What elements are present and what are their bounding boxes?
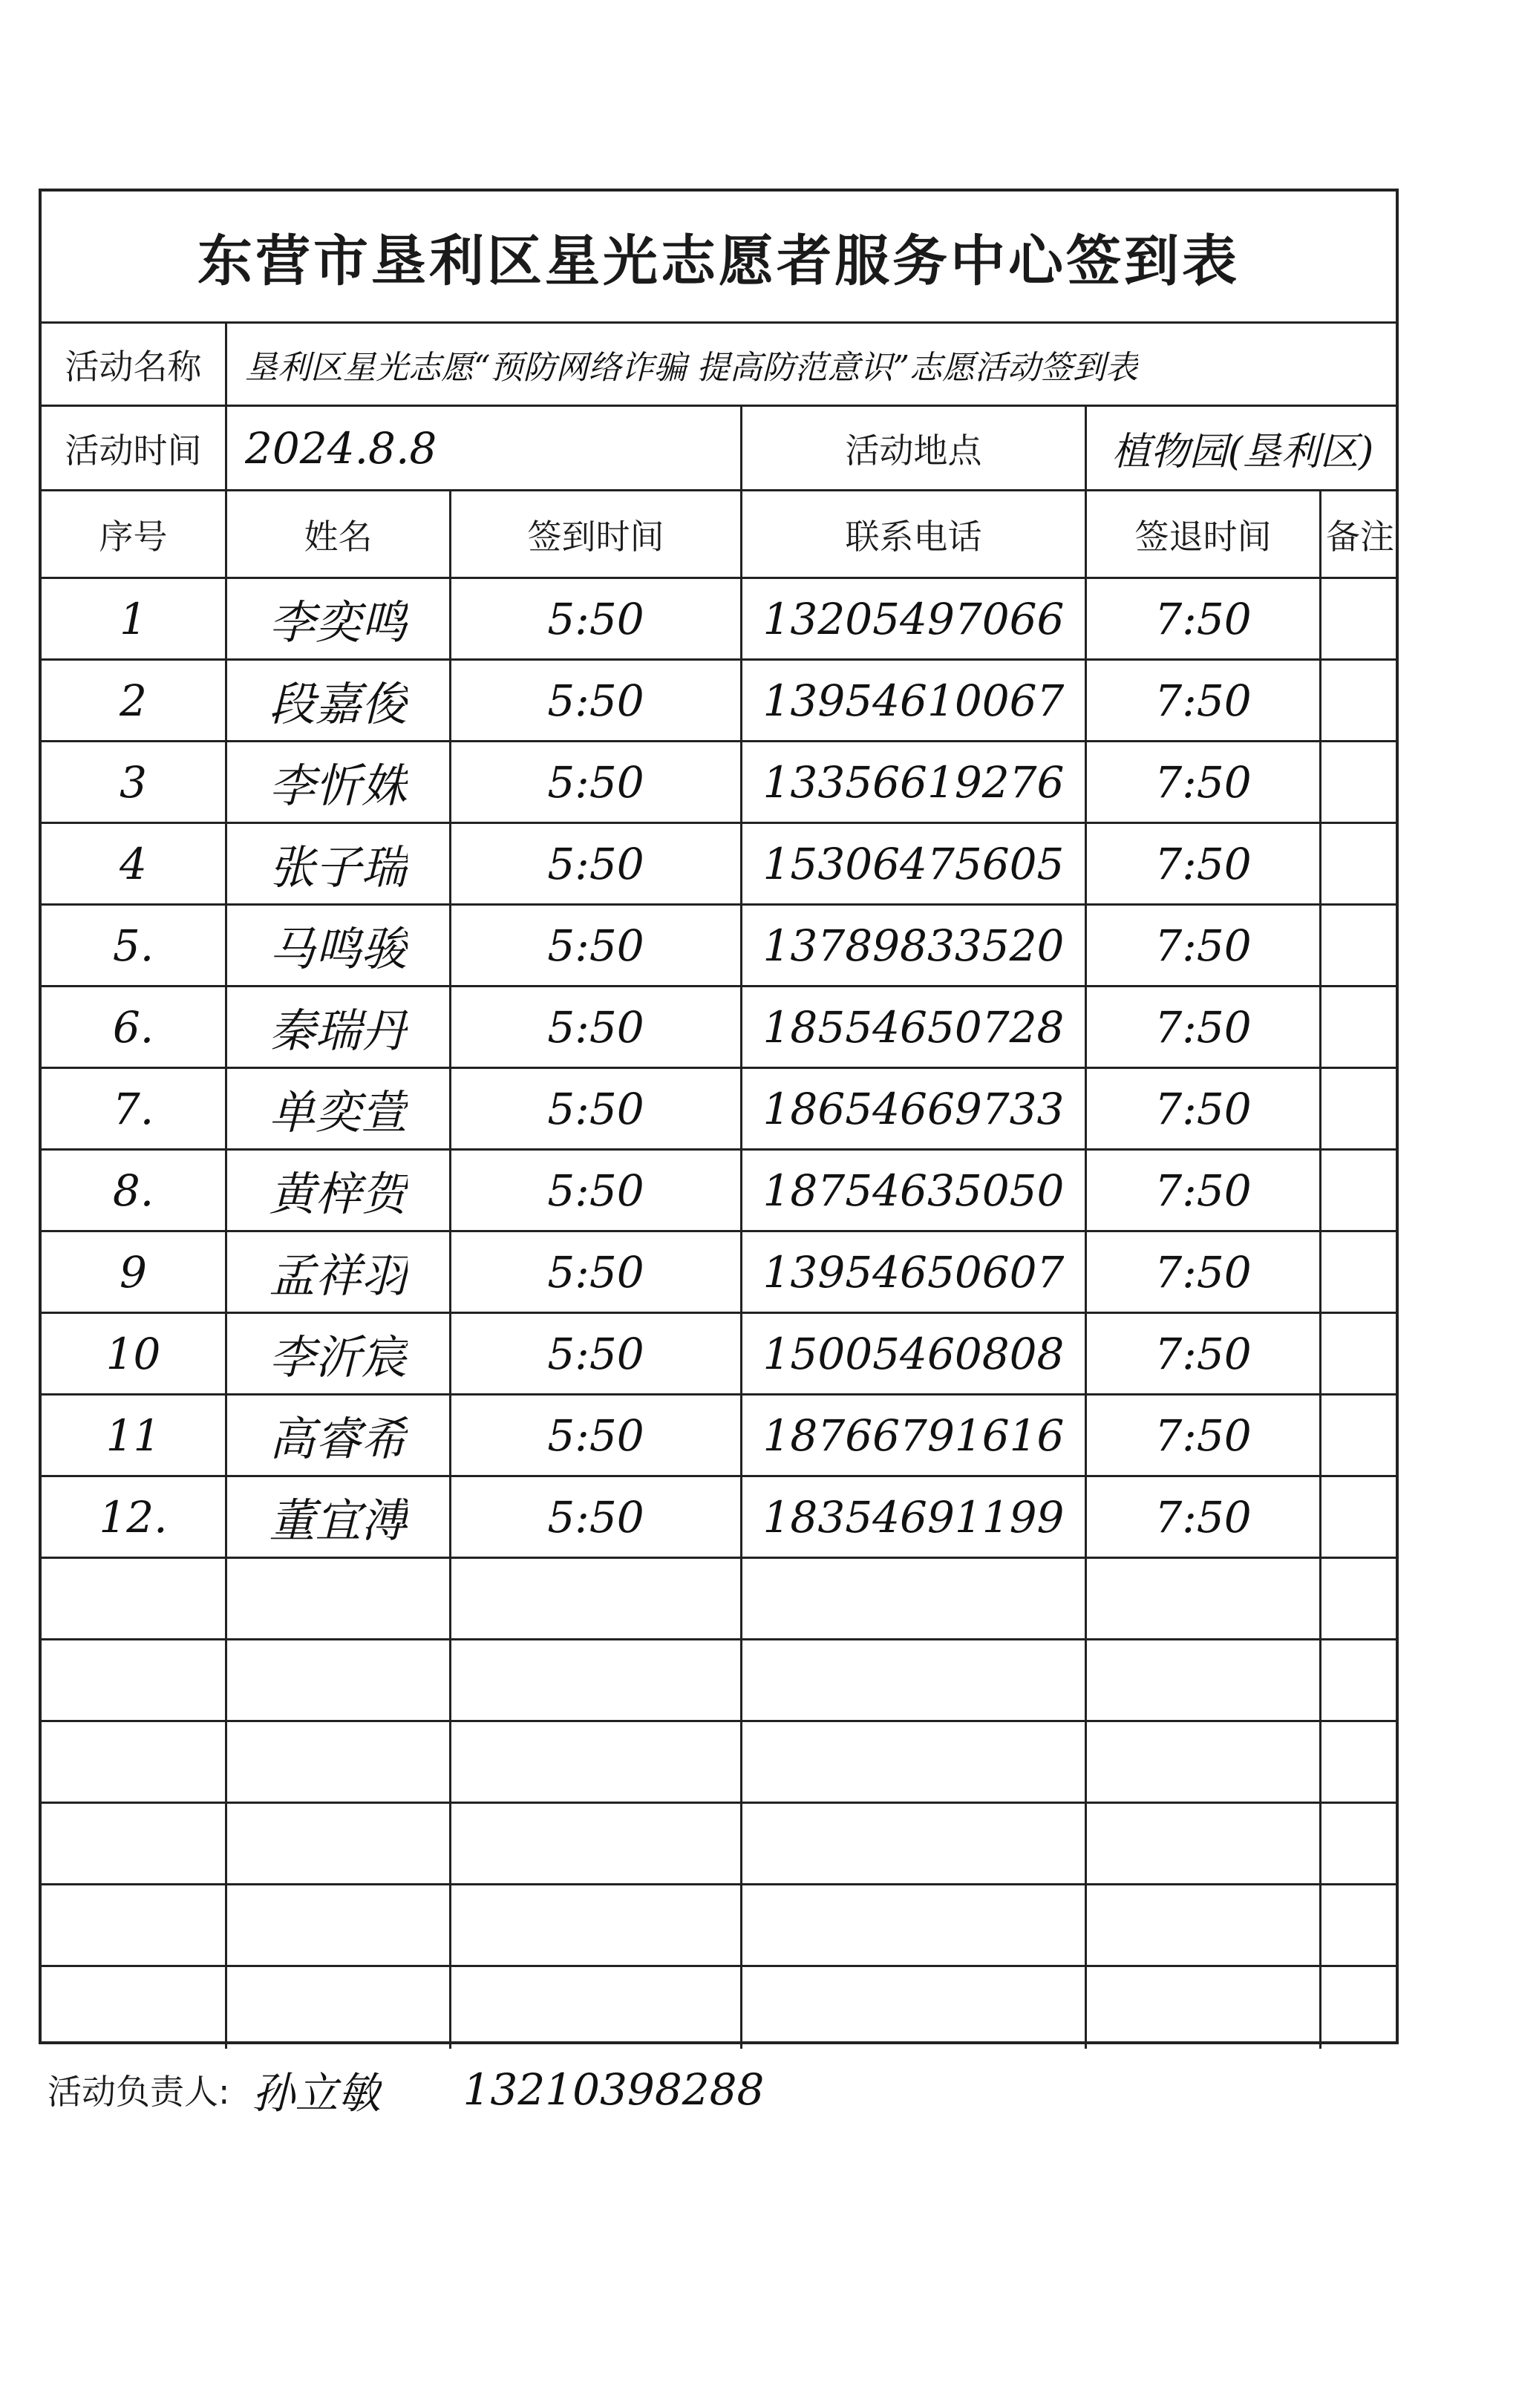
row-no-cell [42,579,227,658]
row-phone-cell [742,1804,1087,1883]
form-title: 东营市垦利区星光志愿者服务中心签到表 [42,192,1396,324]
row-sign-in-time-cell [451,1885,742,1965]
row-sign-in-time-cell [451,1314,742,1393]
row-sign-out-time: 7:50 [1154,756,1252,808]
table-row [42,1804,1396,1885]
row-sign-in-time-cell [451,1151,742,1230]
row-sign-in-time-cell [451,1232,742,1312]
row-sign-out-time: 7:50 [1154,593,1252,644]
header-name: 姓名 [304,516,373,557]
row-no: 12. [99,1491,168,1542]
row-sign-in-time-cell [451,1722,742,1802]
row-name-cell [227,987,451,1067]
row-sign-out-time-cell [1087,661,1321,740]
table-row [42,1559,1396,1640]
row-sign-out-time-cell [1087,1151,1321,1230]
row-sign-out-time-cell [1087,1559,1321,1638]
row-note-cell [1321,1967,1399,2049]
header-no-cell [42,491,227,577]
row-phone-cell [742,1640,1087,1720]
row-no-cell [42,1804,227,1883]
row-phone-cell [742,1069,1087,1148]
row-phone-cell [742,1396,1087,1475]
row-name: 马鸣骏 [269,922,408,976]
header-no: 序号 [99,516,168,557]
row-sign-out-time: 7:50 [1154,920,1252,971]
row-name: 董宜溥 [269,1493,408,1548]
row-no-cell [42,1967,227,2049]
row-note-cell [1321,661,1399,740]
row-phone-cell [742,1151,1087,1230]
row-sign-in-time: 5:50 [547,920,644,971]
row-name: 段嘉俊 [269,677,408,731]
row-note-cell [1321,824,1399,903]
row-phone: 18554650728 [762,1001,1065,1053]
row-sign-out-time: 7:50 [1154,1083,1252,1134]
header-phone: 联系电话 [845,516,982,557]
row-name-cell [227,1885,451,1965]
row-note-cell [1321,1069,1399,1148]
row-sign-out-time-cell [1087,579,1321,658]
row-phone: 13789833520 [762,920,1065,971]
activity-time-label-cell [42,407,227,489]
activity-name-row [42,324,1396,407]
table-row [42,1232,1396,1314]
row-sign-in-time-cell [451,987,742,1067]
header-sign-out-time: 签退时间 [1134,516,1272,557]
header-sign-out-cell [1087,491,1321,577]
row-note-cell [1321,1722,1399,1802]
row-name: 李沂宸 [269,1330,408,1384]
row-no: 4 [120,838,147,889]
activity-name-value-cell [227,324,1399,405]
row-note-cell [1321,1314,1399,1393]
row-no: 10 [105,1328,161,1379]
row-no: 1 [120,593,147,644]
row-sign-in-time: 5:50 [547,1001,644,1053]
table-row [42,1069,1396,1151]
row-sign-in-time: 5:50 [547,675,644,726]
row-no: 7. [112,1083,154,1134]
activity-place-label: 活动地点 [845,430,982,471]
row-sign-in-time: 5:50 [547,1410,644,1461]
activity-time-label: 活动时间 [65,430,202,471]
row-phone-cell [742,1885,1087,1965]
leader-phone: 13210398288 [463,2064,765,2115]
row-phone: 18654669733 [762,1083,1065,1134]
row-name-cell [227,1967,451,2049]
row-name: 张子瑞 [269,840,408,894]
row-sign-out-time-cell [1087,742,1321,822]
row-name: 孟祥羽 [269,1249,408,1303]
row-sign-in-time-cell [451,1396,742,1475]
row-note-cell [1321,1477,1399,1557]
row-sign-in-time-cell [451,1069,742,1148]
row-sign-in-time-cell [451,1477,742,1557]
table-row [42,1722,1396,1804]
row-name-cell [227,742,451,822]
row-name-cell [227,1477,451,1557]
row-sign-in-time-cell [451,906,742,985]
row-no-cell [42,987,227,1067]
table-row [42,906,1396,987]
row-sign-in-time-cell [451,824,742,903]
row-sign-out-time-cell [1087,1722,1321,1802]
row-no-cell [42,1232,227,1312]
row-no-cell [42,906,227,985]
table-header-row [42,491,1396,579]
sign-in-sheet [39,189,1399,2044]
row-sign-out-time: 7:50 [1154,675,1252,726]
activity-name-value: 垦利区星光志愿“预防网络诈骗 提高防范意识”志愿活动签到表 [245,348,1138,387]
row-name-cell [227,1722,451,1802]
row-no-cell [42,1722,227,1802]
header-sign-in-time: 签到时间 [527,516,664,557]
row-note-cell [1321,1640,1399,1720]
activity-name-label-cell [42,324,227,405]
row-name-cell [227,1314,451,1393]
row-sign-in-time: 5:50 [547,1491,644,1542]
activity-place-value: 植物园(垦利区) [1111,430,1374,474]
row-name-cell [227,1151,451,1230]
row-sign-in-time-cell [451,661,742,740]
activity-time-value-cell [227,407,742,489]
header-note-cell [1321,491,1399,577]
table-row [42,1967,1396,2049]
row-no: 8. [112,1165,154,1216]
row-sign-out-time: 7:50 [1154,1328,1252,1379]
row-sign-out-time-cell [1087,1396,1321,1475]
row-phone-cell [742,824,1087,903]
row-sign-in-time-cell [451,1559,742,1638]
row-phone-cell [742,1722,1087,1802]
table-row [42,824,1396,906]
row-sign-in-time: 5:50 [547,1246,644,1298]
row-note-cell [1321,1232,1399,1312]
row-name: 单奕萱 [269,1085,408,1139]
row-no: 5. [112,920,154,971]
row-no: 2 [120,675,147,726]
row-sign-out-time: 7:50 [1154,1165,1252,1216]
row-sign-in-time: 5:50 [547,1328,644,1379]
row-sign-out-time-cell [1087,1804,1321,1883]
row-phone-cell [742,1232,1087,1312]
header-name-cell [227,491,451,577]
header-phone-cell [742,491,1087,577]
row-name-cell [227,1640,451,1720]
row-phone: 13954650607 [762,1246,1065,1298]
row-no: 9 [120,1246,147,1298]
row-sign-in-time: 5:50 [547,1083,644,1134]
row-sign-in-time: 5:50 [547,593,644,644]
row-no-cell [42,1314,227,1393]
row-phone-cell [742,1314,1087,1393]
row-note-cell [1321,579,1399,658]
row-note-cell [1321,1396,1399,1475]
row-name: 李忻姝 [269,759,408,813]
activity-name-label: 活动名称 [65,346,202,387]
row-note-cell [1321,906,1399,985]
table-row [42,1396,1396,1477]
row-phone: 13954610067 [762,675,1065,726]
row-no-cell [42,1477,227,1557]
row-name-cell [227,1232,451,1312]
row-note-cell [1321,1885,1399,1965]
row-sign-in-time-cell [451,1967,742,2049]
row-no-cell [42,824,227,903]
table-row [42,1640,1396,1722]
activity-time-row [42,407,1396,491]
row-name-cell [227,1559,451,1638]
row-phone-cell [742,742,1087,822]
row-sign-in-time: 5:50 [547,838,644,889]
row-name-cell [227,1396,451,1475]
row-name: 高睿希 [269,1412,408,1466]
row-sign-out-time-cell [1087,1314,1321,1393]
table-row [42,661,1396,742]
row-sign-out-time-cell [1087,987,1321,1067]
row-name: 黄梓贺 [269,1167,408,1221]
row-no-cell [42,1885,227,1965]
row-phone: 15306475605 [762,838,1065,889]
table-row [42,1477,1396,1559]
table-row [42,1151,1396,1232]
row-name-cell [227,1804,451,1883]
row-sign-in-time-cell [451,1640,742,1720]
activity-time-value: 2024.8.8 [245,422,437,474]
row-sign-out-time: 7:50 [1154,1410,1252,1461]
row-no: 3 [120,756,147,808]
activity-place-label-cell [742,407,1087,489]
row-sign-out-time-cell [1087,1069,1321,1148]
row-note-cell [1321,1151,1399,1230]
row-no-cell [42,1396,227,1475]
footer [48,2056,764,2123]
header-sign-in-cell [451,491,742,577]
row-sign-out-time-cell [1087,906,1321,985]
row-sign-out-time: 7:50 [1154,838,1252,889]
row-sign-in-time-cell [451,1804,742,1883]
row-name-cell [227,1069,451,1148]
row-note-cell [1321,987,1399,1067]
row-sign-in-time: 5:50 [547,756,644,808]
row-sign-out-time-cell [1087,1640,1321,1720]
row-name: 李奕鸣 [269,595,408,650]
header-note: 备注 [1326,516,1394,557]
row-phone: 13205497066 [762,593,1065,644]
row-name: 秦瑞丹 [269,1004,408,1058]
row-name-cell [227,661,451,740]
row-phone-cell [742,661,1087,740]
table-row [42,1314,1396,1396]
row-phone: 15005460808 [762,1328,1065,1379]
row-phone-cell [742,1477,1087,1557]
row-name-cell [227,824,451,903]
row-sign-in-time: 5:50 [547,1165,644,1216]
row-no: 11 [105,1410,161,1461]
row-no-cell [42,1559,227,1638]
row-phone: 18766791616 [762,1410,1065,1461]
row-no-cell [42,661,227,740]
row-sign-out-time-cell [1087,1477,1321,1557]
row-name-cell [227,906,451,985]
row-phone-cell [742,906,1087,985]
row-phone: 18354691199 [762,1491,1065,1542]
leader-label: 活动负责人: [48,2072,230,2112]
row-sign-out-time-cell [1087,1232,1321,1312]
row-sign-out-time: 7:50 [1154,1246,1252,1298]
row-sign-in-time-cell [451,579,742,658]
row-phone-cell [742,987,1087,1067]
row-phone: 13356619276 [762,756,1065,808]
row-note-cell [1321,742,1399,822]
table-row [42,742,1396,824]
row-phone-cell [742,579,1087,658]
table-row [42,579,1396,661]
row-phone-cell [742,1967,1087,2049]
row-sign-in-time-cell [451,742,742,822]
table-row [42,987,1396,1069]
row-sign-out-time-cell [1087,824,1321,903]
activity-place-value-cell [1087,407,1399,489]
row-note-cell [1321,1804,1399,1883]
row-no-cell [42,1069,227,1148]
table-row [42,1885,1396,1967]
row-no: 6. [112,1001,154,1053]
row-sign-out-time: 7:50 [1154,1001,1252,1053]
row-no-cell [42,1151,227,1230]
row-sign-out-time-cell [1087,1967,1321,2049]
row-note-cell [1321,1559,1399,1638]
row-phone: 18754635050 [762,1165,1065,1216]
leader-name: 孙立敏 [252,2068,382,2119]
row-sign-out-time-cell [1087,1885,1321,1965]
row-name-cell [227,579,451,658]
row-no-cell [42,1640,227,1720]
row-no-cell [42,742,227,822]
row-sign-out-time: 7:50 [1154,1491,1252,1542]
row-phone-cell [742,1559,1087,1638]
